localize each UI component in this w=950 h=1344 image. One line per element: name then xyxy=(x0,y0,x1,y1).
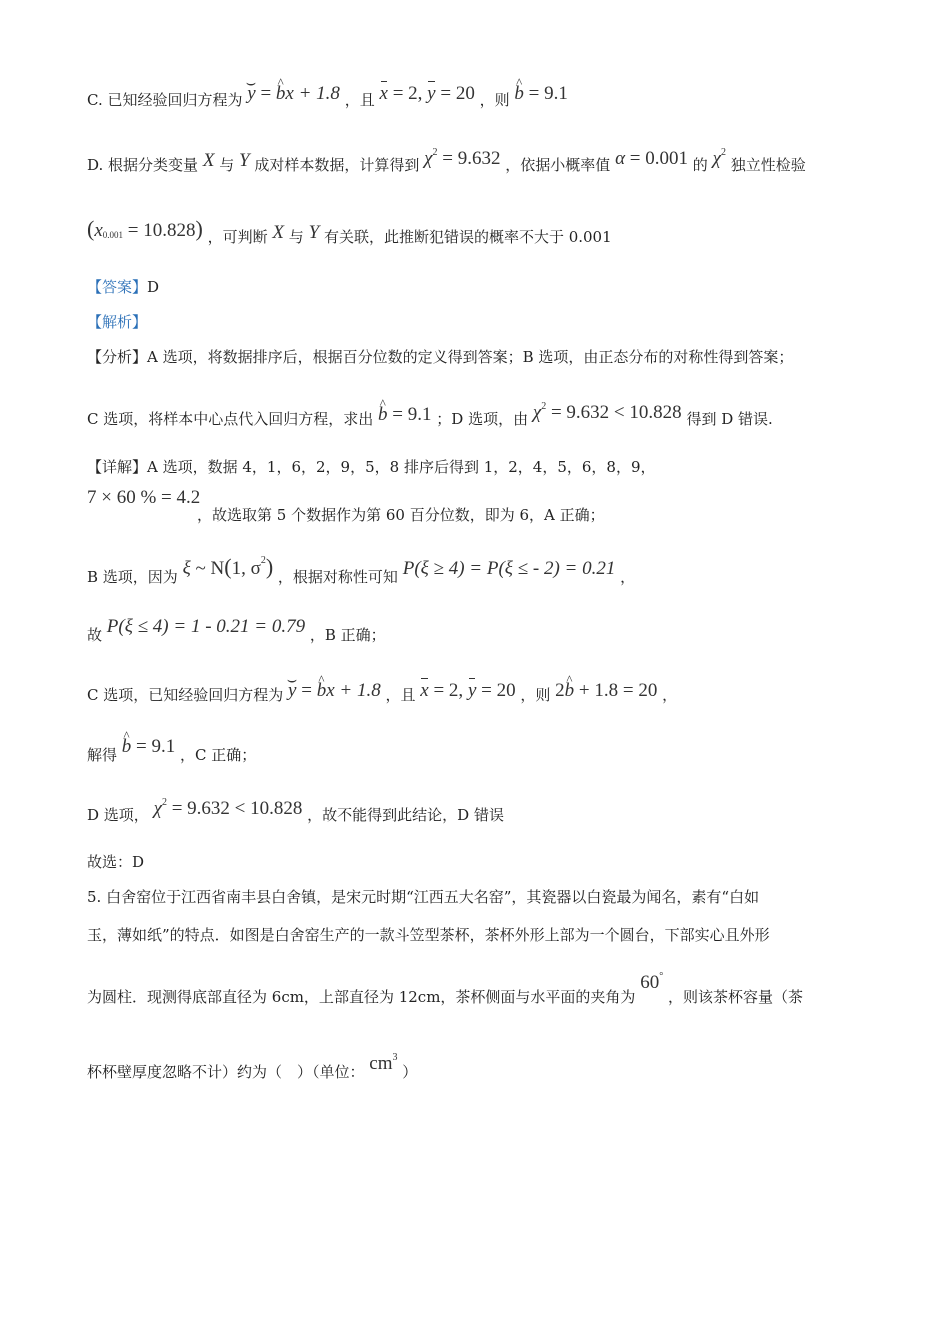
option-c-prefix: C. 已知经验回归方程为 xyxy=(87,91,243,109)
q5-line2: 玉，薄如纸”的特点．如图是白舍窑生产的一款斗笠型茶杯，茶杯外形上部为一个圆台，下部实心且外形 xyxy=(87,926,770,944)
b-hat-value: ^ b = 9.1 xyxy=(514,84,567,104)
detail-c2-line: 解得 ^ b = 9.1 ，C 正确； xyxy=(87,745,256,765)
critical-value: $(x_{0.001} = 10.828)$ xyxy=(87,216,203,241)
analysis-line1: 【分析】A 选项，将数据排序后，根据百分位数的定义得到答案；B 选项，由正态分布的对称性得到答案； xyxy=(87,348,794,366)
chi-square-symbol: $\chi^2$ xyxy=(712,147,726,169)
sample-means: x = 2, y = 20 xyxy=(379,83,475,104)
detail-c-line: C 选项，已知经验回归方程为 ⌢ y = ^ bx + 1.8 ，且 x = 2, y = 20 ，则 2^ b + 1.8 = 20 ， xyxy=(87,685,677,705)
detail-b2-line: 故 P(ξ ≤ 4) = 1 - 0.21 = 0.79 ，B 正确； xyxy=(87,616,386,644)
answer-line xyxy=(87,277,159,297)
alpha-value: α = 0.001 xyxy=(615,148,689,169)
answer-value: D xyxy=(147,278,160,296)
var-x: X xyxy=(202,150,215,171)
chi-square-value: $\chi^2 = 9.632$ xyxy=(424,147,501,169)
option-d-line2: $(x_{0.001} = 10.828)$ ，可判断 X 与 Y 有关联，此推断犯错误的概率不大于 0.001 xyxy=(87,216,612,246)
detail-line1: 【详解】A 选项，数据 4，1，6，2，9，5，8 排序后得到 1，2，4，5，6，8，9， xyxy=(87,458,656,476)
normal-distribution: ξ ~ N(1, $\sigma^2$) xyxy=(182,554,274,579)
angle-60: 60° xyxy=(640,971,664,993)
q5-line1: 5. 白舍窑位于江西省南丰县白舍镇，是宋元时期“江西五大名窑”，其瓷器以白瓷最为闻名，素有“白如 xyxy=(87,888,760,906)
percentile-calc: 7 × 60 % = 4.2 xyxy=(87,487,201,508)
option-c: C. 已知经验回归方程为 ⌢ y = ^ bx + 1.8 ，且 x = 2, y = 20 ，则 ^ b = 9.1 xyxy=(87,90,568,110)
conclusion: 故选：D xyxy=(87,853,145,871)
detail-d-line: D 选项， $\chi^2 = 9.632 < 10.828$ ，故不能得到此结论，D 错误 xyxy=(87,797,504,824)
analysis-line2: C 选项，将样本中心点代入回归方程，求出 ^ b = 9.1 ；D 选项，由 $\chi^2 = 9.632 < 10.828$ 得到 D 错误. xyxy=(87,409,773,429)
symmetry-probability: P(ξ ≥ 4) = P(ξ ≤ - 2) = 0.21 xyxy=(402,558,616,579)
complement-probability: P(ξ ≤ 4) = 1 - 0.21 = 0.79 xyxy=(106,616,306,637)
answer-label: 【答案】 xyxy=(87,278,148,296)
q5-line3: 为圆柱．现测得底部直径为 6cm，上部直径为 12cm，茶杯侧面与水平面的夹角为 60° ，则该茶杯容量（茶 xyxy=(87,971,803,1006)
option-d-line1: D. 根据分类变量 X 与 Y 成对样本数据，计算得到 $\chi^2 = 9.632$ ，依据小概率值 α = 0.001 的 $\chi^2$ 独立性检验 xyxy=(87,147,806,174)
var-y: Y xyxy=(239,150,250,171)
detail-b-line: B 选项，因为 ξ ~ N(1, $\sigma^2$) ，根据对称性可知 P(ξ ≥ 4) = P(ξ ≤ - 2) = 0.21 ， xyxy=(87,554,636,586)
detail-line2: ，故选取第 5 个数据作为第 60 百分位数，即为 6，A 正确； xyxy=(197,506,605,524)
unit-cm3: $cm^3$ xyxy=(369,1052,398,1074)
detail-calc xyxy=(87,487,201,510)
explain-label: 【解析】 xyxy=(87,313,148,331)
regression-equation: ⌢ y = ^ bx + 1.8 xyxy=(247,84,340,104)
explain-line xyxy=(87,312,147,332)
q5-line4: 杯杯壁厚度忽略不计）约为（ ）（单位： $cm^3$ ） xyxy=(87,1052,418,1081)
